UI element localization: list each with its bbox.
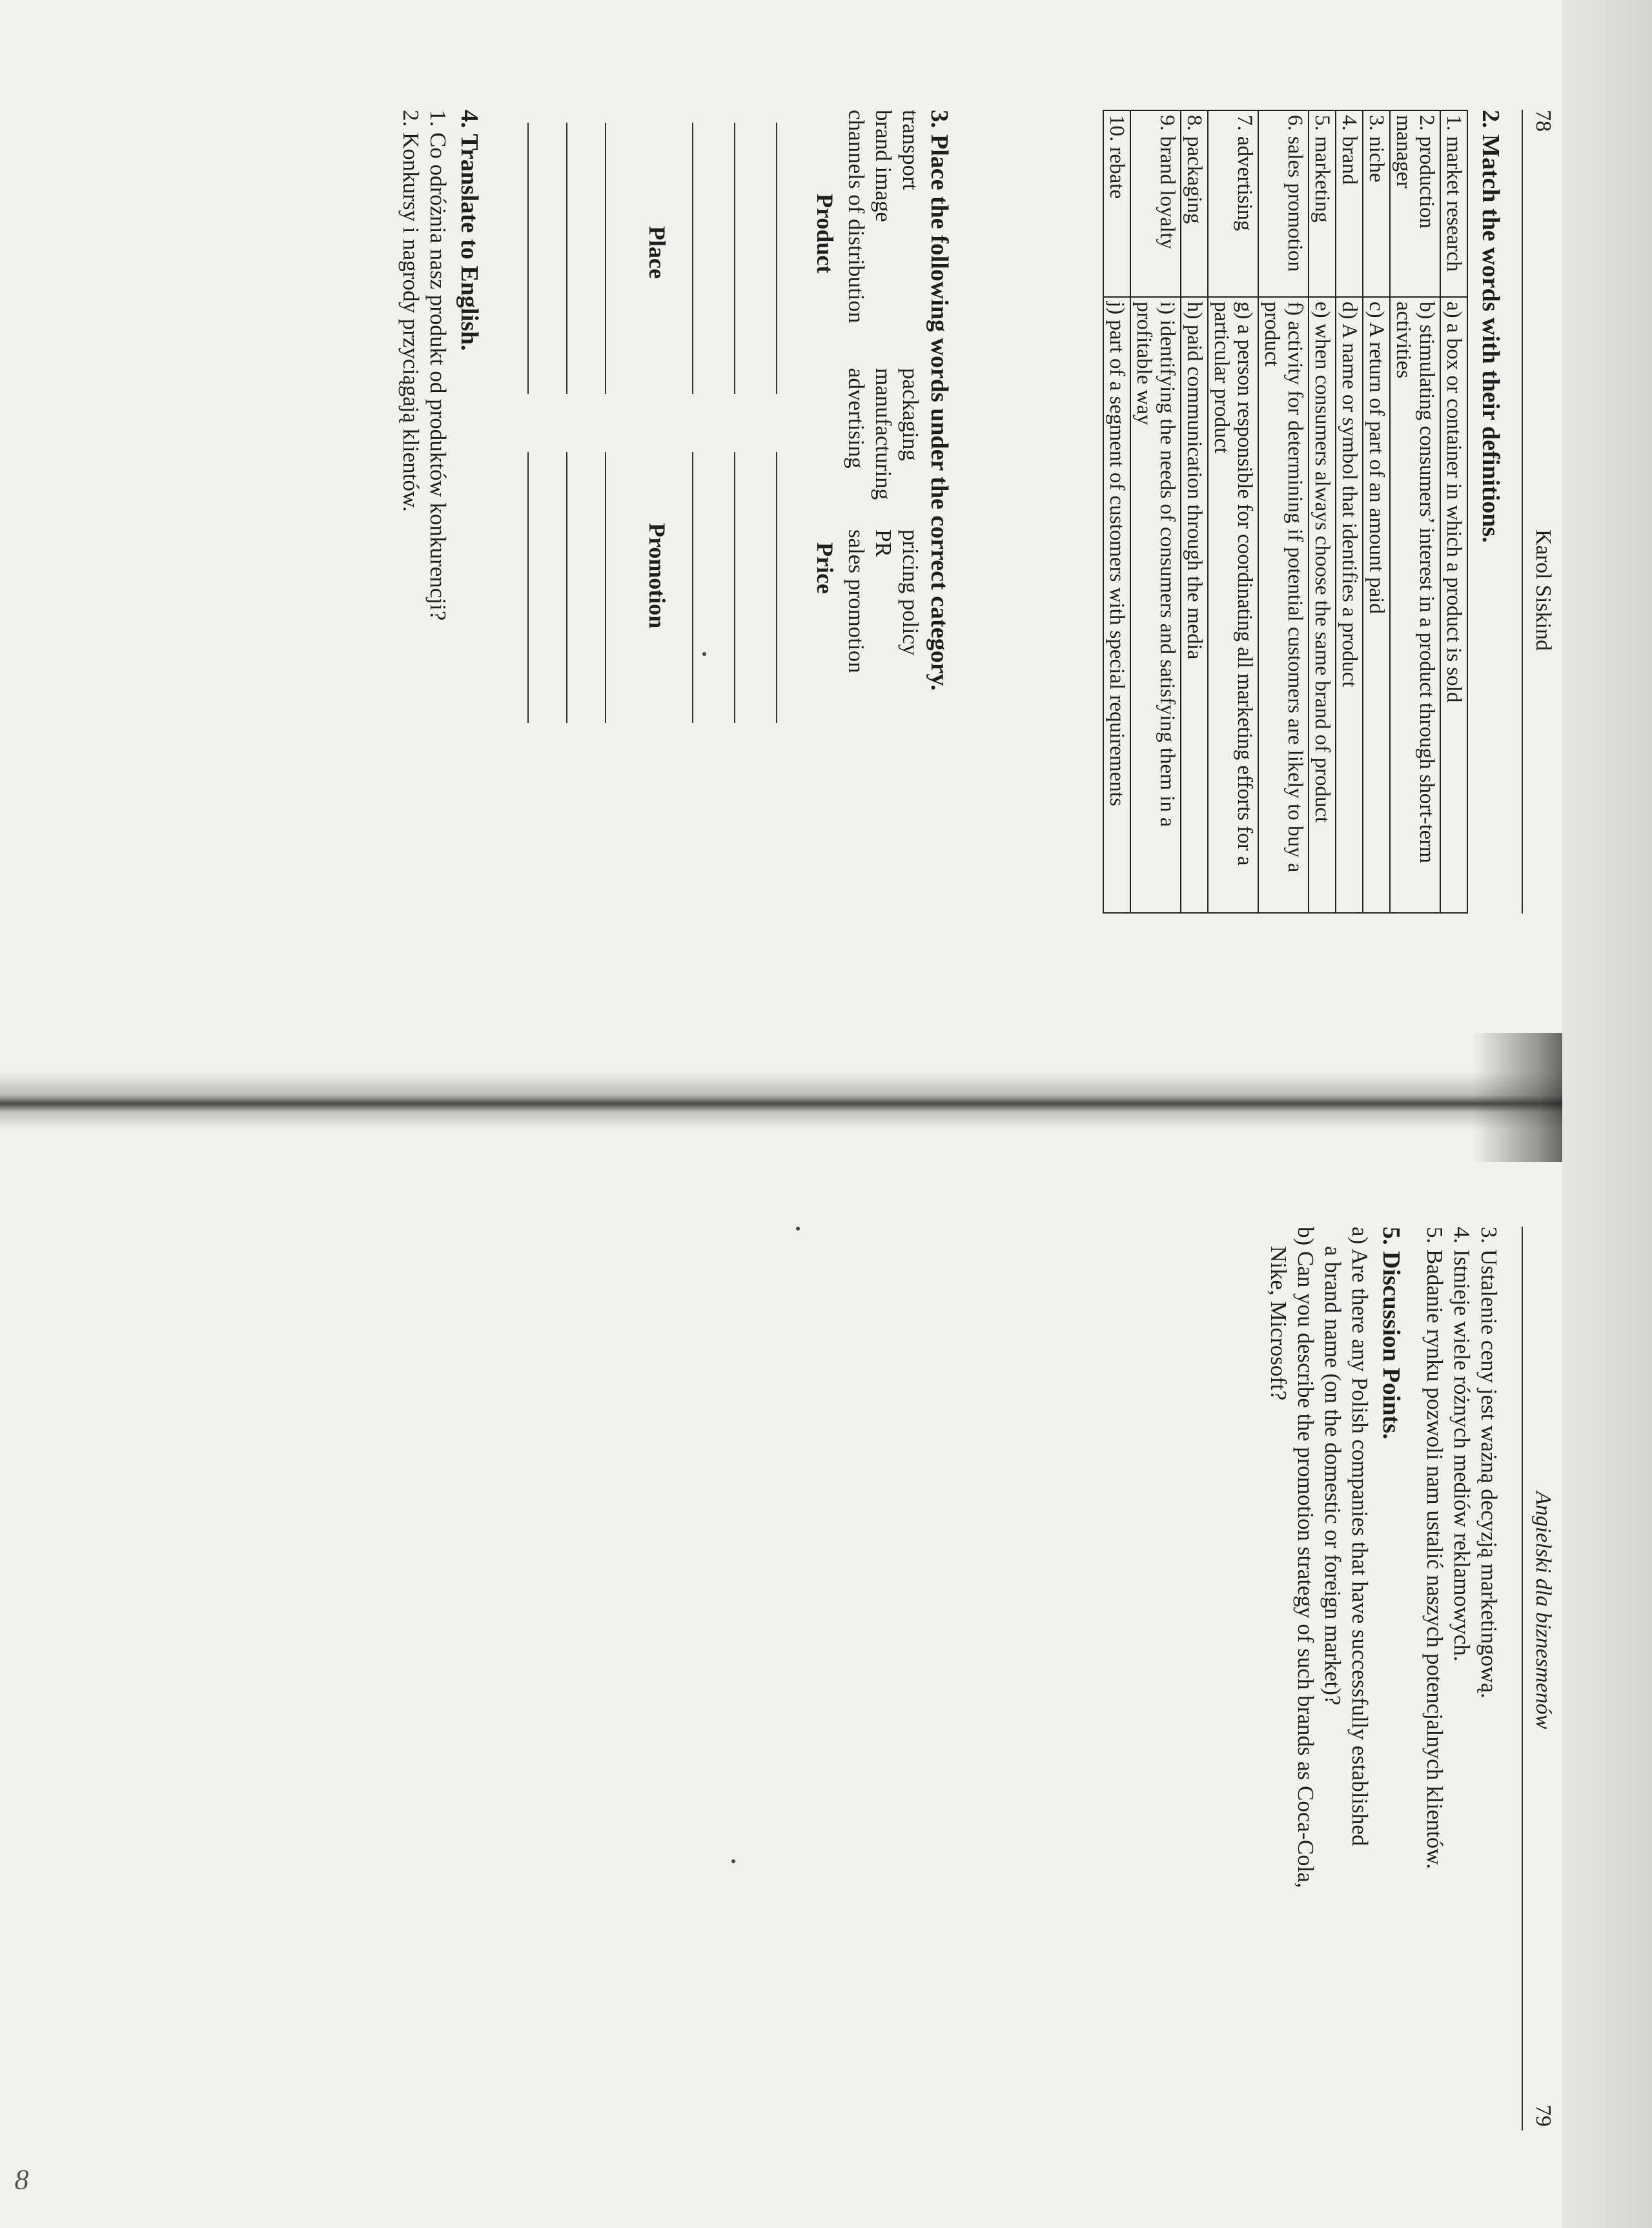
category-promotion: Promotion <box>644 523 670 629</box>
page-78 <box>90 0 1652 1072</box>
match-term: 1. market research <box>1440 110 1467 297</box>
match-row <box>1390 110 1440 913</box>
word-item: advertising <box>844 368 869 469</box>
match-definition: e) when consumers always choose the same brand of product <box>1309 297 1336 913</box>
book-title: Angielski dla biznesmenów <box>1531 1491 1555 1730</box>
page-number: 79 <box>1531 2105 1555 2127</box>
discussion-b-line-2: Nike, Microsoft? <box>1266 1246 1291 1401</box>
header-rule <box>1522 1227 1523 2131</box>
header-rule <box>1522 110 1523 914</box>
category-place: Place <box>644 226 670 279</box>
match-row <box>1440 110 1467 913</box>
answer-line[interactable] <box>605 452 606 723</box>
answer-line[interactable] <box>734 452 735 723</box>
answer-line[interactable] <box>776 123 777 394</box>
exercise-4-title: 4. Translate to English. <box>456 110 483 351</box>
speck <box>702 652 706 656</box>
speck <box>731 1859 735 1863</box>
answer-line[interactable] <box>527 452 529 723</box>
translate-item-3: 3. Ustalenie ceny jest ważną decyzją marketingową. <box>1476 1227 1502 1699</box>
speck <box>796 1227 800 1231</box>
match-row <box>1103 110 1130 913</box>
answer-line[interactable] <box>692 123 693 394</box>
match-definition: b) stimulating consumers’ interest in a product through short-term activities <box>1390 297 1440 913</box>
match-term: 8. packaging <box>1181 110 1208 297</box>
answer-line[interactable] <box>734 123 735 394</box>
match-row <box>1336 110 1363 913</box>
exercise-3-title: 3. Place the following words under the correct category. <box>926 110 953 691</box>
match-term: 6. sales promotion <box>1258 110 1309 297</box>
page-number: 78 <box>1531 110 1555 132</box>
answer-line[interactable] <box>776 452 777 723</box>
word-item: manufacturing <box>871 368 896 500</box>
match-definition: j) part of a segment of customers with special requirements <box>1103 297 1130 913</box>
word-item: transport <box>898 110 923 190</box>
match-definition: c) A return of part of an amount paid <box>1363 297 1390 913</box>
match-definition: g) a person responsible for coordinating all marketing efforts for a particular product <box>1208 297 1258 913</box>
category-price: Price <box>812 542 838 594</box>
word-item: channels of distribution <box>844 110 869 323</box>
match-term: 9. brand loyalty <box>1130 110 1181 297</box>
exercise-2-title: 2. Match the words with their definitions. <box>1477 110 1504 543</box>
answer-line[interactable] <box>566 123 567 394</box>
translate-item-5: 5. Badanie rynku pozwoli nam ustalić naszych potencjalnych klientów. <box>1422 1227 1447 1869</box>
category-product: Product <box>812 194 838 274</box>
word-item: packaging <box>898 368 923 461</box>
translate-item-1: 1. Co odróżnia nasz produkt od produktów konkurencji? <box>425 110 451 621</box>
page-79 <box>90 1214 1652 2150</box>
match-term: 3. niche <box>1363 110 1390 297</box>
match-term: 10. rebate <box>1103 110 1130 297</box>
discussion-a-line-2: a brand name (on the domestic or foreign market)? <box>1320 1246 1345 1706</box>
page-author: Karol Siskind <box>1531 529 1555 651</box>
answer-line[interactable] <box>566 452 567 723</box>
match-definition: f) activity for determining if potential customers are likely to buy a product <box>1258 297 1309 913</box>
word-item: pricing policy <box>898 529 923 656</box>
match-definition: a) a box or container in which a product is sold <box>1440 297 1467 913</box>
match-definition: i) identifying the needs of consumers and satisfying them in a profitable way <box>1130 297 1181 913</box>
match-row <box>1130 110 1181 913</box>
match-definition: h) paid communication through the media <box>1181 297 1208 913</box>
match-term: 7. advertising <box>1208 110 1258 297</box>
match-term: 4. brand <box>1336 110 1363 297</box>
match-row <box>1258 110 1309 913</box>
match-row <box>1208 110 1258 913</box>
match-row <box>1363 110 1390 913</box>
translate-item-2: 2. Konkursy i nagrody przyciągają klientów. <box>398 110 423 512</box>
pencil-mark: 8 <box>14 2163 29 2196</box>
word-item: sales promotion <box>844 529 869 673</box>
matching-table <box>1103 110 1468 914</box>
answer-line[interactable] <box>527 123 529 394</box>
match-row <box>1309 110 1336 913</box>
match-row <box>1181 110 1208 913</box>
answer-line[interactable] <box>692 452 693 723</box>
discussion-a-line-1: a) Are there any Polish companies that have successfully established <box>1347 1227 1372 1846</box>
answer-line[interactable] <box>605 123 606 394</box>
discussion-b-line-1: b) Can you describe the promotion strategy of such brands as Coca-Cola, <box>1293 1227 1318 1888</box>
word-item: PR <box>871 529 896 557</box>
match-term: 2. production manager <box>1390 110 1440 297</box>
exercise-5-title: 5. Discussion Points. <box>1378 1227 1405 1440</box>
match-definition: d) A name or symbol that identifies a product <box>1336 297 1363 913</box>
word-item: brand image <box>871 110 896 222</box>
translate-item-4: 4. Istnieje wiele różnych mediów reklamowych. <box>1449 1227 1474 1662</box>
match-term: 5. marketing <box>1309 110 1336 297</box>
